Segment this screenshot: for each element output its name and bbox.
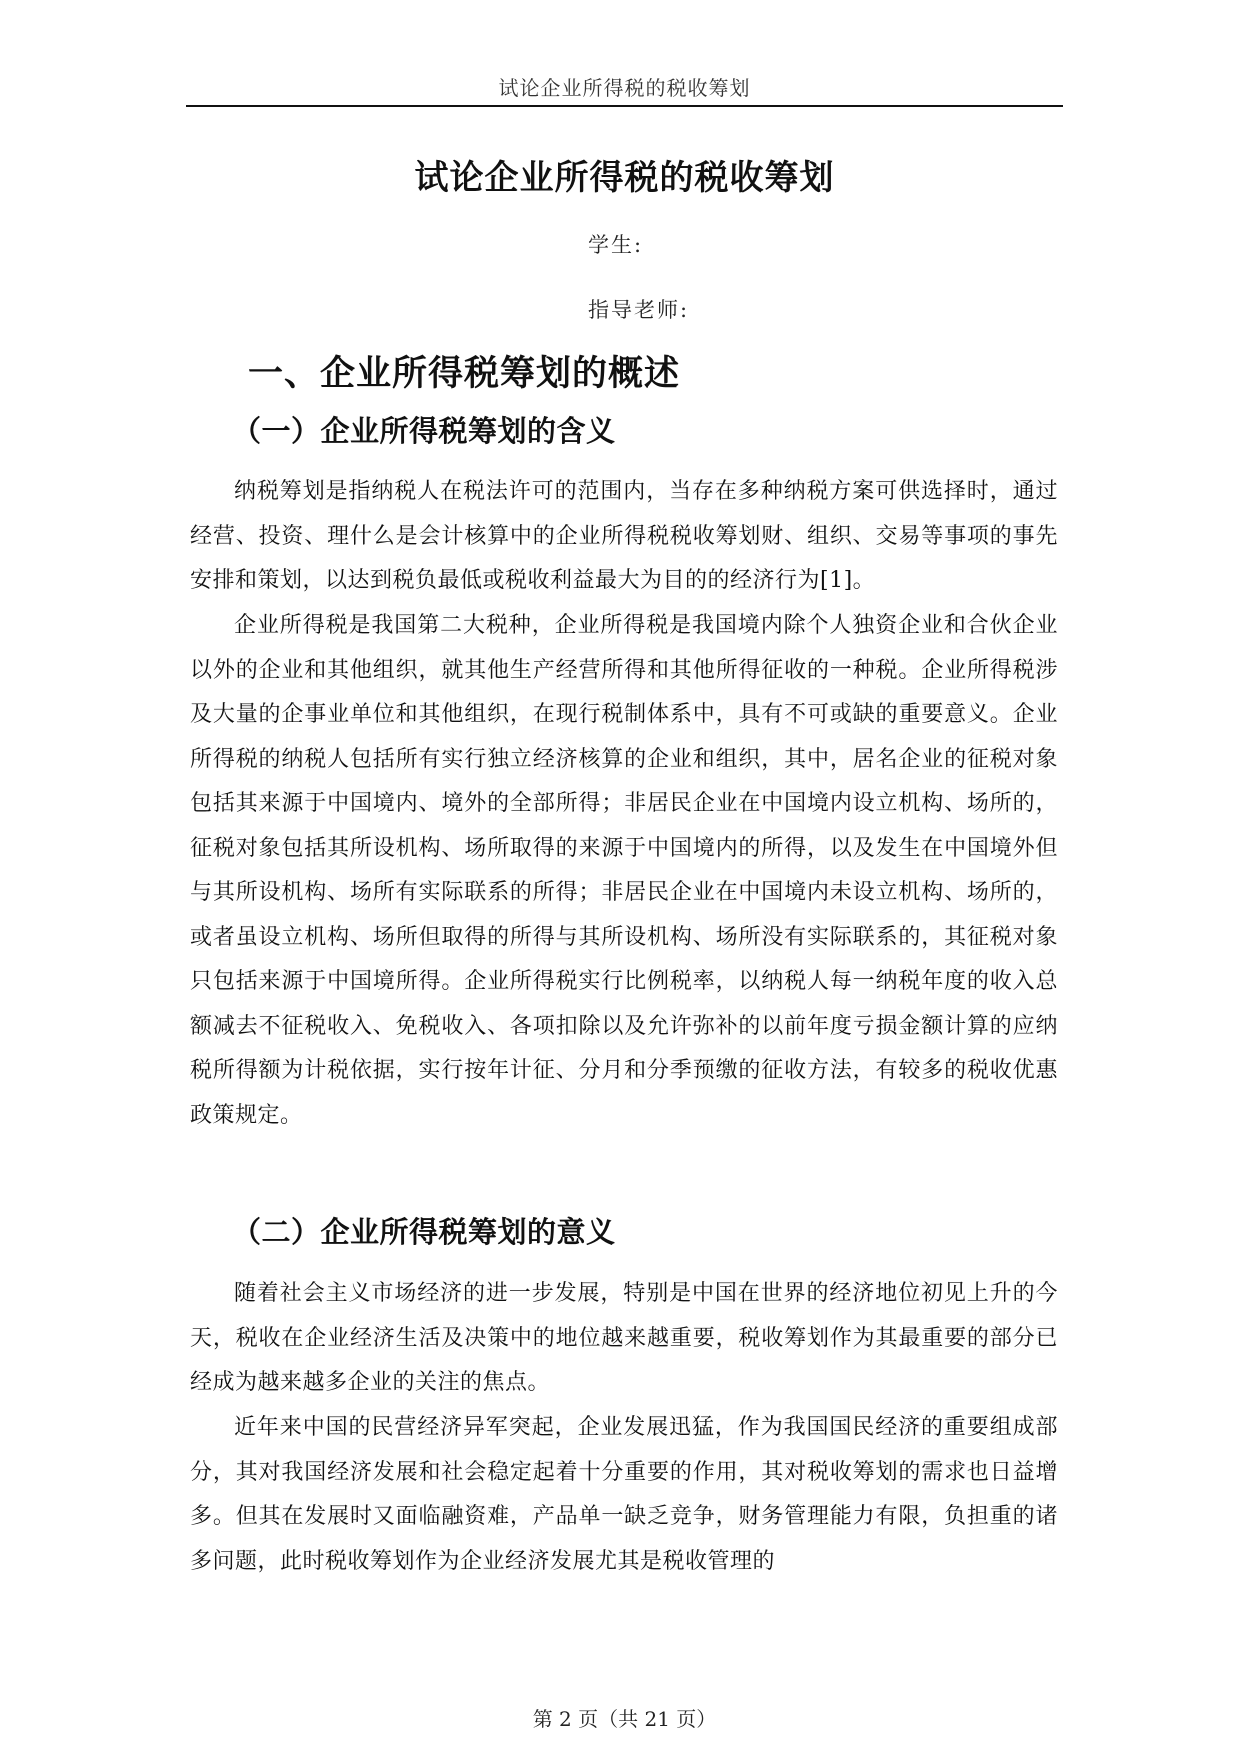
subsection-heading-significance: （二）企业所得税筹划的意义 xyxy=(232,1215,616,1249)
paragraph: 纳税筹划是指纳税人在税法许可的范围内，当存在多种纳税方案可供选择时，通过经营、投资、理什么是会计核算中的企业所得税税收筹划财、组织、交易等事项的事先安排和策划，以达到税负最低或税收利益最大为目的的经济行为[1]。 xyxy=(190,479,1058,593)
page-number-footer: 第 2 页（共 21 页） xyxy=(532,1707,717,1731)
advisor-label: 指导老师: xyxy=(588,298,690,322)
student-label: 学生: xyxy=(588,233,644,257)
section-heading: 一、企业所得税筹划的概述 xyxy=(248,354,681,394)
paragraph: 近年来中国的民营经济异军突起，企业发展迅猛，作为我国国民经济的重要组成部分，其对我国经济发展和社会稳定起着十分重要的作用，其对税收筹划的需求也日益增多。但其在发展时又面临融资难，产品单一缺乏竞争，财务管理能力有限，负担重的诸多问题，此时税收筹划作为企业经济发展尤其是税收管理的 xyxy=(190,1415,1058,1574)
running-header: 试论企业所得税的税收筹划 xyxy=(498,76,751,100)
paragraph: 随着社会主义市场经济的进一步发展，特别是中国在世界的经济地位初见上升的今天，税收在企业经济生活及决策中的地位越来越重要，税收筹划作为其最重要的部分已经成为越来越多企业的关注的焦点。 xyxy=(190,1281,1058,1395)
paragraph: 企业所得税是我国第二大税种，企业所得税是我国境内除个人独资企业和合伙企业以外的企业和其他组织，就其他生产经营所得和其他所得征收的一种税。企业所得税涉及大量的企事业单位和其他组织，在现行税制体系中，具有不可或缺的重要意义。企业所得税的纳税人包括所有实行独立经济核算的企业和组织，其中，居名企业的征税对象包括其来源于中国境内、境外的全部所得；非居民企业在中国境内设立机构、场所的，征税对象包括其所设机构、场所取得的来源于中国境内的所得，以及发生在中国境外但与其所设机构、场所有实际联系的所得；非居民企业在中国境内未设立机构、场所的，或者虽设立机构、场所但取得的所得与其所设机构、场所没有实际联系的，其征税对象只包括来源于中国境所得。企业所得税实行比例税率，以纳税人每一纳税年度的收入总额减去不征税收入、免税收入、各项扣除以及允许弥补的以前年度亏损金额计算的应纳税所得额为计税依据，实行按年计征、分月和分季预缴的征收方法，有较多的税收优惠政策规定。 xyxy=(190,613,1058,1128)
document-title: 试论企业所得税的税收筹划 xyxy=(414,158,835,198)
subsection-heading-meaning: （一）企业所得税筹划的含义 xyxy=(232,414,616,448)
header-divider xyxy=(186,105,1063,107)
